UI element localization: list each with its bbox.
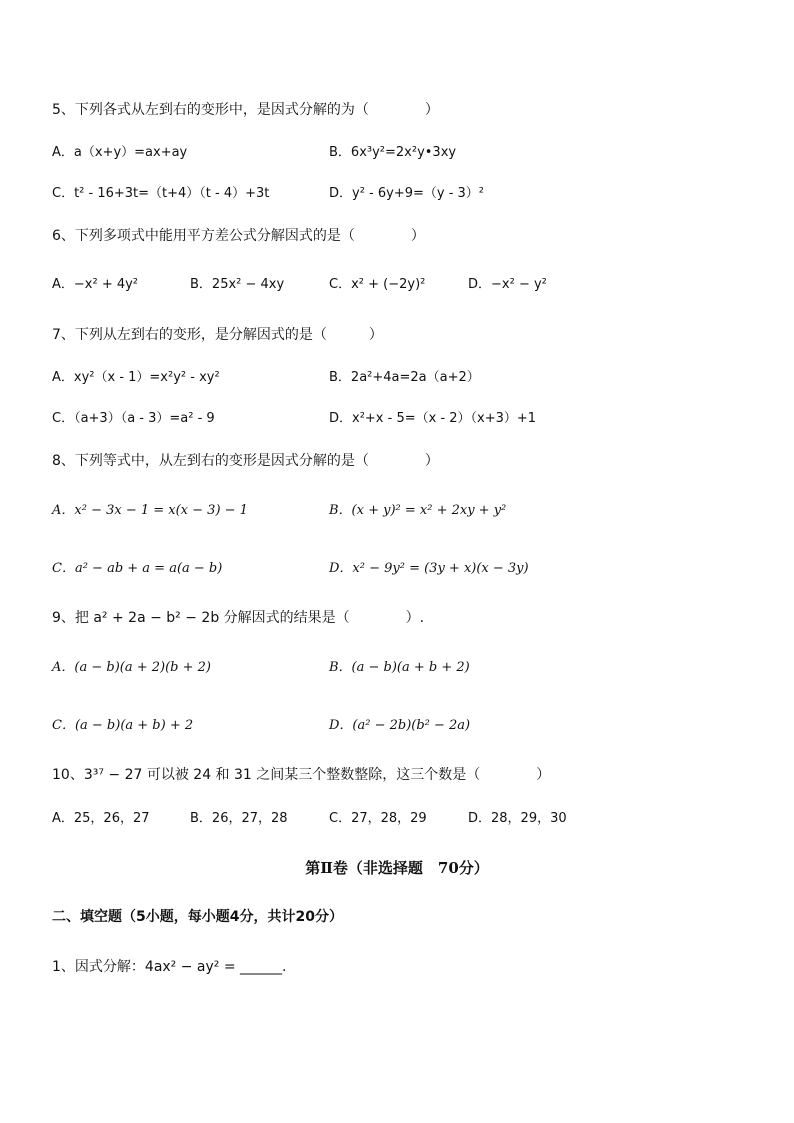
section-2-heading: 二、填空题（5小题，每小题4分，共计20分） (52, 909, 343, 925)
question-6-option-a: A．−x² + 4y² (52, 277, 139, 292)
question-8-option-a: A．x² − 3x − 1 = x(x − 3) − 1 (52, 503, 248, 518)
question-10-option-d: D．28，29，30 (468, 811, 567, 826)
question-10-option-c: C．27，28，29 (329, 811, 427, 826)
question-6-option-d: D．−x² − y² (468, 277, 547, 292)
question-9-option-b: B．(a − b)(a + b + 2) (329, 660, 470, 675)
question-9-option-c: C．(a − b)(a + b) + 2 (52, 718, 194, 733)
question-10-stem: 10、3³⁷ − 27 可以被 24 和 31 之间某三个整数整除，这三个数是（ ） (52, 767, 551, 783)
question-8-option-c: C．a² − ab + a = a(a − b) (52, 561, 223, 576)
question-10-option-a: A．25，26，27 (52, 811, 150, 826)
question-7-option-a: A．xy²（x - 1）=x²y² - xy² (52, 370, 220, 385)
question-7-stem: 7、下列从左到右的变形，是分解因式的是（ ） (52, 327, 383, 343)
fill-in-question-1: 1、因式分解：4ax² − ay² = ______. (52, 959, 287, 975)
question-5-stem: 5、下列各式从左到右的变形中，是因式分解的为（ ） (52, 102, 439, 118)
question-9-stem: 9、把 a² + 2a − b² − 2b 分解因式的结果是（ ）. (52, 610, 425, 626)
question-8-stem: 8、下列等式中，从左到右的变形是因式分解的是（ ） (52, 453, 439, 469)
question-10-option-b: B．26，27，28 (190, 811, 288, 826)
question-9-option-a: A．(a − b)(a + 2)(b + 2) (52, 660, 211, 675)
question-5-option-a: A．a（x+y）=ax+ay (52, 145, 188, 160)
question-7-option-b: B．2a²+4a=2a（a+2） (329, 370, 480, 385)
question-5-option-c: C．t² - 16+3t=（t+4）（t - 4）+3t (52, 186, 270, 201)
question-8-option-b: B．(x + y)² = x² + 2xy + y² (329, 503, 507, 518)
question-5-option-d: D．y² - 6y+9=（y - 3）² (329, 186, 485, 201)
question-8-option-d: D．x² − 9y² = (3y + x)(x − 3y) (329, 561, 529, 576)
question-6-option-c: C．x² + (−2y)² (329, 277, 426, 292)
question-5-option-b: B．6x³y²=2x²y•3xy (329, 145, 457, 160)
question-7-option-d: D．x²+x - 5=（x - 2）（x+3）+1 (329, 411, 537, 426)
part-2-heading: 第Ⅱ卷（非选择题 70分） (305, 859, 489, 877)
question-6-option-b: B．25x² − 4xy (190, 277, 285, 292)
question-9-option-d: D．(a² − 2b)(b² − 2a) (329, 718, 471, 733)
question-7-option-c: C．（a+3）（a - 3）=a² - 9 (52, 411, 215, 426)
question-6-stem: 6、下列多项式中能用平方差公式分解因式的是（ ） (52, 228, 425, 244)
